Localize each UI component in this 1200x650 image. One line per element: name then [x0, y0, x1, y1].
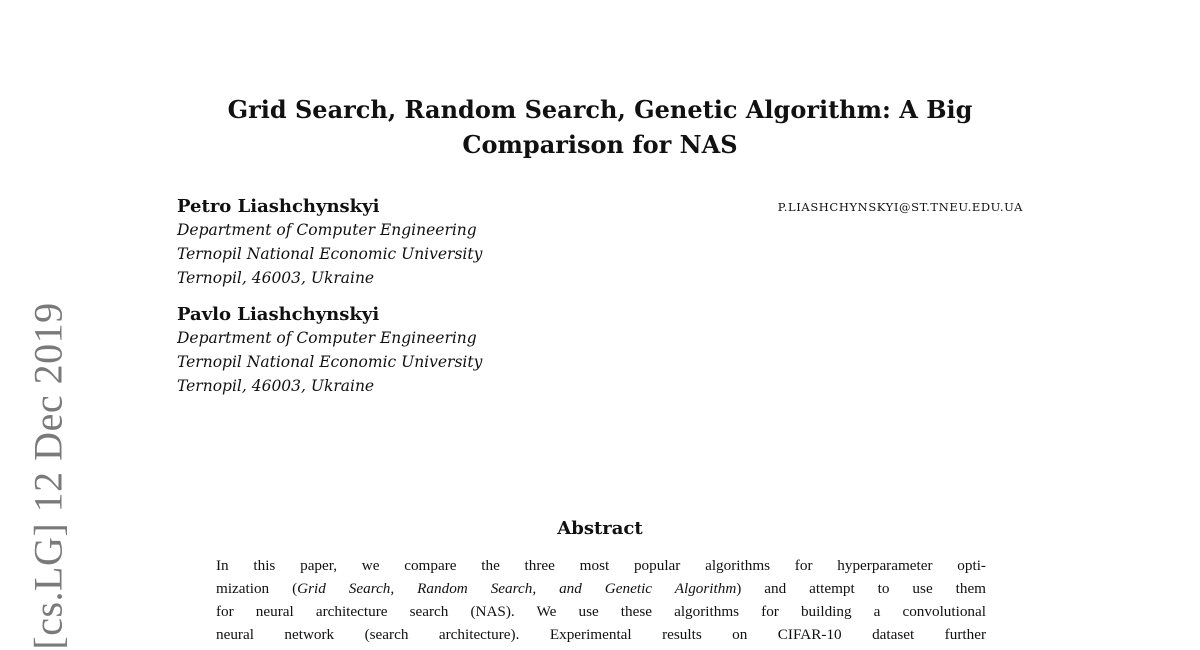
author-department: Department of Computer Engineering — [177, 221, 477, 239]
author-email[interactable]: P.LIASHCHYNSKYI@ST.TNEU.EDU.UA — [777, 200, 1023, 214]
arxiv-stamp: [cs.LG] 12 Dec 2019 — [25, 302, 71, 650]
author-location: Ternopil, 46003, Ukraine — [177, 377, 375, 395]
author-name: Petro Liashchynskyi — [177, 196, 380, 217]
author-university: Ternopil National Economic University — [177, 245, 483, 263]
title-line-1: Grid Search, Random Search, Genetic Algorithm: A Big — [227, 95, 973, 124]
abstract-line: In this paper, we compare the three most popular algorithms for hyperparameter opti- — [216, 557, 986, 574]
author-university: Ternopil National Economic University — [177, 353, 483, 371]
paper-title — [150, 92, 1050, 162]
abstract-line: for neural architecture search (NAS). We use these algorithms for building a convolutional — [216, 603, 986, 620]
title-line-2: Comparison for NAS — [462, 130, 738, 159]
author-block-2 — [177, 304, 482, 398]
abstract-emphasis: Grid Search, Random Search, and Genetic Algorithm — [297, 580, 737, 597]
abstract-body — [216, 554, 986, 646]
abstract-line: mization (Grid Search, Random Search, and Genetic Algorithm) and attempt to use them — [216, 580, 986, 597]
author-block-1 — [177, 196, 482, 290]
author-department: Department of Computer Engineering — [177, 329, 477, 347]
author-name: Pavlo Liashchynskyi — [177, 304, 380, 325]
abstract-line: neural network (search architecture). Experimental results on CIFAR-10 dataset further — [216, 626, 986, 643]
author-location: Ternopil, 46003, Ukraine — [177, 269, 375, 287]
abstract-heading: Abstract — [557, 518, 643, 539]
